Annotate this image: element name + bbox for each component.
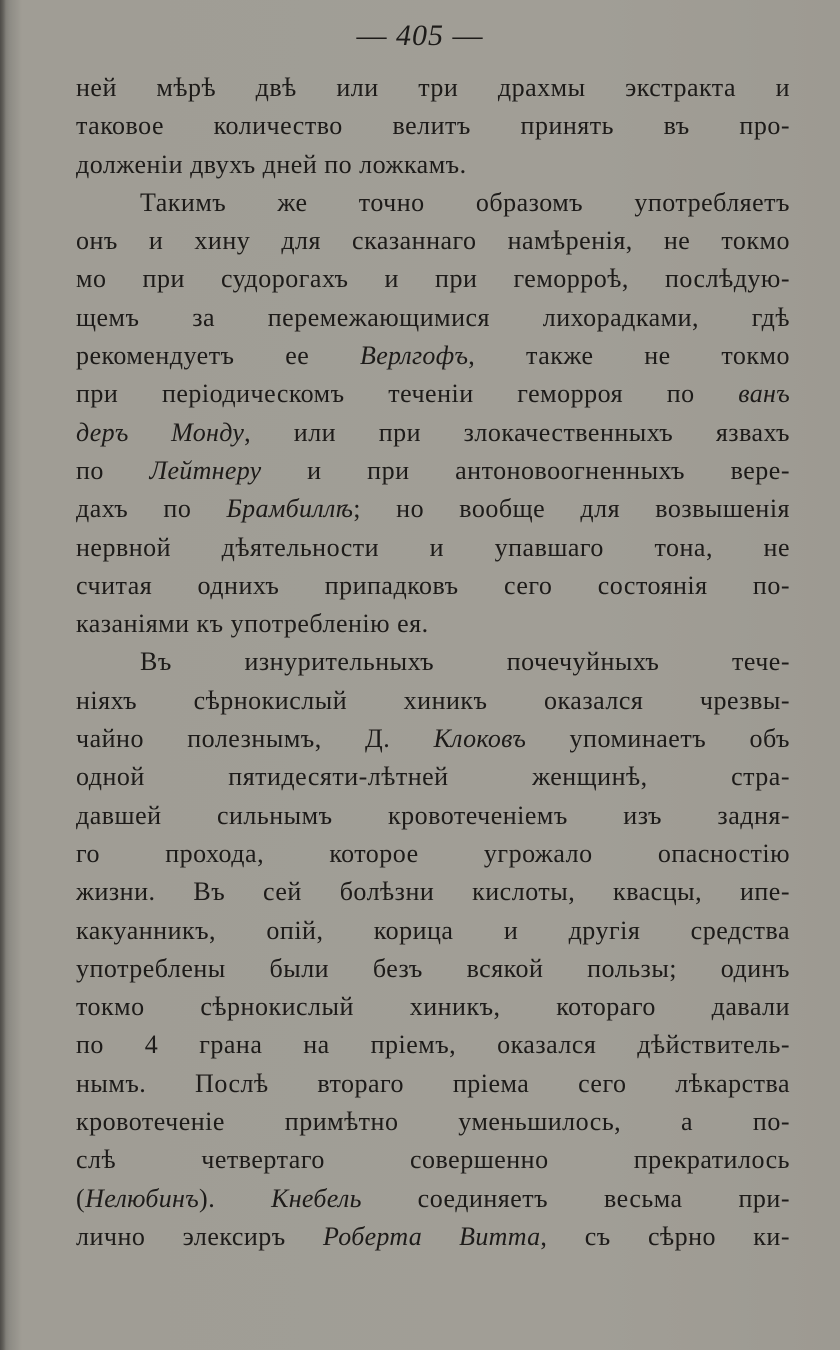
text-run: слѣ четвертаго совершенно прекратилось (76, 1145, 790, 1175)
author-name: Нелюбинъ (85, 1183, 200, 1213)
page-number-value: 405 (396, 19, 444, 52)
text-run: ніяхъ сѣрнокислый хиникъ оказался чрезвы- (76, 685, 790, 715)
text-run: соединяетъ весьма при- (361, 1183, 790, 1213)
author-name: Верлгофъ (360, 341, 469, 371)
text-line (76, 299, 790, 337)
text-run: мо при судорогахъ и при геморроѣ, послѣдую- (76, 264, 790, 294)
text-run: , также не токмо (468, 341, 791, 371)
text-run: чайно полезнымъ, Д. (76, 724, 434, 754)
text-run: долженіи двухъ дней по ложкамъ. (76, 149, 467, 179)
text-run: по (76, 455, 150, 485)
text-line (76, 1103, 790, 1141)
text-line (76, 720, 790, 758)
text-line (76, 222, 790, 260)
page-number (0, 16, 840, 56)
text-run: ; но вообще для возвышенія (353, 494, 790, 524)
text-line (76, 375, 790, 413)
text-run: давшей сильнымъ кровотеченіемъ изъ задня- (76, 800, 790, 830)
text-line (76, 1141, 790, 1179)
text-line (76, 490, 790, 528)
author-name: Клоковъ (433, 724, 527, 754)
page-number-dash-left: — (356, 19, 388, 52)
text-run: ней мѣрѣ двѣ или три драхмы экстракта и (76, 73, 790, 102)
text-line (76, 912, 790, 950)
text-line (76, 1180, 790, 1218)
author-name: Кнебель (271, 1183, 362, 1213)
text-line (76, 1065, 790, 1103)
text-line (76, 107, 790, 145)
text-run: одной пятидесяти-лѣтней женщинѣ, стра- (76, 762, 790, 792)
author-name: деръ Монду (76, 417, 245, 447)
text-run: Такимъ же точно образомъ употребляетъ (140, 187, 790, 217)
text-run: таковое количество велитъ принять въ про- (76, 111, 790, 141)
text-line (76, 184, 790, 222)
text-run: ). (199, 1183, 272, 1213)
text-line (76, 337, 790, 375)
text-run: го прохода, которое угрожало опасностію (76, 838, 790, 868)
text-line (76, 414, 790, 452)
author-name: ванъ (738, 379, 790, 409)
text-line (76, 1026, 790, 1064)
text-line (76, 873, 790, 911)
text-line (76, 1218, 790, 1256)
text-run: по 4 грана на пріемъ, оказался дѣйствитель- (76, 1030, 790, 1060)
text-line (76, 758, 790, 796)
text-run: нымъ. Послѣ втораго пріема сего лѣкарства (76, 1068, 790, 1098)
text-run: лично элексиръ (76, 1221, 324, 1251)
text-run: казаніями къ употребленію ея. (76, 609, 429, 639)
text-line (76, 146, 790, 184)
text-line (76, 567, 790, 605)
author-name: Брамбиллѣ (226, 494, 354, 524)
text-run: считая однихъ припадковъ сего состоянія по- (76, 570, 790, 600)
text-run: упоминаетъ объ (526, 724, 790, 754)
text-run: кровотеченіе примѣтно уменьшилось, а по- (76, 1107, 790, 1137)
text-run: рекомендуетъ ее (76, 341, 361, 371)
text-run: Въ изнурительныхъ почечуйныхъ тече- (140, 647, 790, 677)
text-line (76, 682, 790, 720)
text-line (76, 452, 790, 490)
text-line (76, 988, 790, 1026)
body-text (76, 69, 790, 1256)
text-run: дахъ по (76, 494, 227, 524)
text-run: , съ сѣрно ки- (540, 1221, 791, 1251)
text-run: нервной дѣятельности и упавшаго тона, не (76, 532, 790, 562)
text-line (76, 797, 790, 835)
text-line (76, 605, 790, 643)
text-line (76, 69, 790, 107)
text-run: какуанникъ, опій, корица и другія средства (76, 915, 790, 945)
text-line (76, 529, 790, 567)
text-run: при періодическомъ теченіи геморроя по (76, 379, 739, 409)
text-line (76, 643, 790, 681)
text-run: ( (76, 1183, 86, 1213)
text-run: токмо сѣрнокислый хиникъ, котораго давали (76, 992, 790, 1022)
text-run: употреблены были безъ всякой пользы; одинъ (76, 953, 790, 983)
author-name: Роберта Витта (323, 1221, 541, 1251)
page-number-dash-right: — (452, 19, 484, 52)
text-line (76, 835, 790, 873)
text-run: , или при злокачественныхъ язвахъ (244, 417, 790, 447)
text-run: и при антоновоогненныхъ вере- (261, 455, 790, 485)
text-line (76, 950, 790, 988)
text-run: щемъ за перемежающимися лихорадками, гдѣ (76, 302, 790, 332)
text-run: жизни. Въ сей болѣзни кислоты, квасцы, ипе- (76, 877, 790, 907)
text-run: онъ и хину для сказаннаго намѣренія, не токмо (76, 226, 790, 256)
author-name: Лейтнеру (149, 455, 262, 485)
text-line (76, 260, 790, 298)
